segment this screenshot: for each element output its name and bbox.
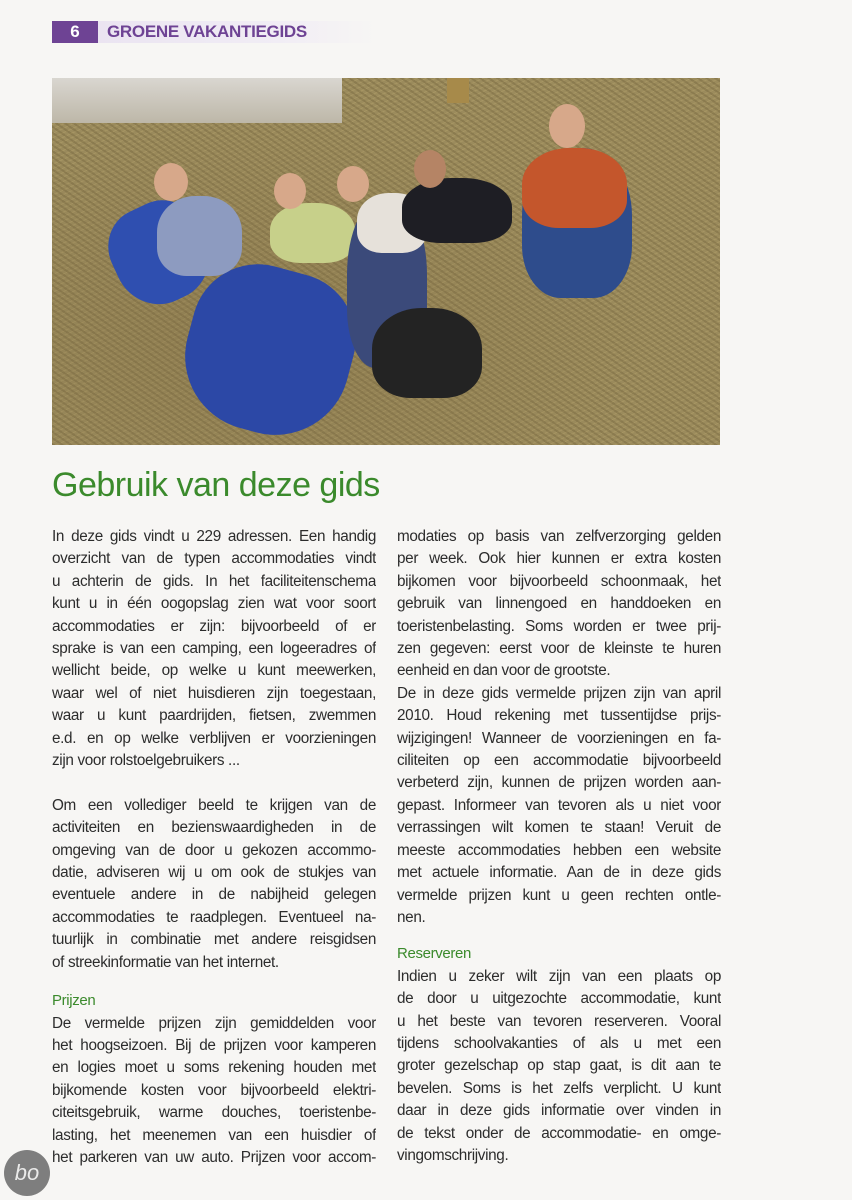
text-line: eventuele andere in de nabijheid gelegen bbox=[52, 886, 376, 904]
text-line: accommodaties er zijn: bijvoorbeeld of er bbox=[52, 617, 376, 635]
text-line: eenheid en dan voor de grootste. bbox=[397, 662, 611, 680]
text-line: daar in deze gids informatie over vinden in bbox=[397, 1102, 721, 1120]
text-line: citeitsgebruik, warme douches, toeristenbe- bbox=[52, 1104, 376, 1122]
photo-child-head bbox=[274, 173, 306, 209]
section-heading: Gebruik van deze gids bbox=[52, 466, 380, 504]
text-line: De in deze gids vermelde prijzen zijn van april bbox=[397, 684, 721, 702]
text-line: verbeterd zijn, kunnen de prijzen worden aan- bbox=[397, 774, 721, 792]
watermark-logo: bo bbox=[4, 1150, 50, 1196]
text-line: de door u uitgezochte accommodatie, kunt bbox=[397, 990, 721, 1008]
photo-child-head bbox=[549, 104, 585, 148]
paragraph-price-validity bbox=[397, 683, 721, 929]
photo-child bbox=[402, 178, 512, 243]
text-line: toeristenbelasting. Soms worden er twee prij- bbox=[397, 617, 721, 635]
photo-child bbox=[270, 203, 355, 263]
text-line: vingomschrijving. bbox=[397, 1146, 509, 1164]
text-line: tuurlijk in combinatie met andere reisgidsen bbox=[52, 931, 376, 949]
photo-child-head bbox=[337, 166, 369, 202]
text-line: ciliteiten op een accommodatie bijvoorbeeld bbox=[397, 752, 721, 770]
text-line: meeste accommodaties hebben een website bbox=[397, 841, 721, 859]
text-line: per week. Ook hier kunnen er extra kosten bbox=[397, 550, 721, 568]
photo-child bbox=[157, 196, 242, 276]
text-column-right bbox=[397, 526, 721, 1167]
text-line: het hoogseizoen. Bij de prijzen voor kamperen bbox=[52, 1036, 376, 1054]
photo-child-sweater bbox=[522, 148, 627, 228]
text-line: of streekinformatie van het internet. bbox=[52, 953, 279, 971]
running-header bbox=[52, 21, 377, 43]
text-line: de tekst onder de accommodatie- en omge- bbox=[397, 1124, 721, 1142]
paragraph-prices bbox=[52, 1013, 376, 1170]
paragraph-selfcatering-prices bbox=[397, 526, 721, 683]
text-line: groter gezelschap op stap gaat, is dit aan te bbox=[397, 1057, 721, 1075]
text-line: wellicht beide, op welke u kunt meewerken, bbox=[52, 662, 376, 680]
text-line: Indien u zeker wilt zijn van een plaats op bbox=[397, 967, 721, 985]
guide-title: GROENE VAKANTIEGIDS bbox=[107, 22, 307, 41]
text-line: accommodaties te raadplegen. Eventueel na- bbox=[52, 908, 376, 926]
photo-wall bbox=[52, 78, 342, 123]
text-line: gepast. Informeer van tevoren als u niet voor bbox=[397, 796, 721, 814]
text-line: wijzigingen! Wanneer de voorzieningen en fa- bbox=[397, 729, 721, 747]
text-line: waar u kunt paardrijden, fietsen, zwemmen bbox=[52, 707, 376, 725]
paragraph-reservations bbox=[397, 966, 721, 1168]
text-column-left bbox=[52, 526, 376, 1169]
paragraph-surroundings bbox=[52, 795, 376, 974]
subheading-prijzen: Prijzen bbox=[52, 992, 96, 1010]
text-line: kunt u in één oogopslag zien wat voor soort bbox=[52, 595, 376, 613]
photo-child-head bbox=[414, 150, 446, 188]
photo-child-head bbox=[154, 163, 188, 201]
text-line: In deze gids vindt u 229 adressen. Een handig bbox=[52, 528, 376, 545]
text-line: bevelen. Soms is het zelfs verplicht. U kunt bbox=[397, 1079, 721, 1097]
photo-backpack bbox=[372, 308, 482, 398]
text-line: datie, adviseren wij u om ook de stukjes van bbox=[52, 864, 376, 882]
text-line: vermelde prijzen kunt u geen rechten ontle- bbox=[397, 886, 721, 904]
photo-post bbox=[447, 78, 469, 103]
text-line: verrassingen wilt komen te staan! Veruit de bbox=[397, 819, 721, 837]
text-line: lasting, het meenemen van een huisdier of bbox=[52, 1126, 376, 1144]
text-line: waar wel of niet huisdieren zijn toegestaan, bbox=[52, 684, 376, 702]
page-number: 6 bbox=[52, 21, 98, 43]
text-line: met actuele informatie. Aan de in deze gids bbox=[397, 864, 721, 882]
text-line: zen gegeven: eerst voor de kleinste te huren bbox=[397, 640, 721, 658]
text-line: en logies moet u soms rekening houden met bbox=[52, 1059, 376, 1077]
subheading-reserveren: Reserveren bbox=[397, 945, 472, 963]
text-line: 2010. Houd rekening met tussentijdse prijs- bbox=[397, 707, 721, 725]
text-line: het parkeren van uw auto. Prijzen voor accom- bbox=[52, 1148, 376, 1166]
text-line: e.d. en op welke verblijven er voorzieningen bbox=[52, 729, 376, 747]
text-line: De vermelde prijzen zijn gemiddelden voor bbox=[52, 1014, 376, 1032]
text-line: Om een vollediger beeld te krijgen van de bbox=[52, 796, 376, 814]
text-line: modaties op basis van zelfverzorging gelden bbox=[397, 528, 721, 545]
text-line: tijdens schoolvakanties of als u met een bbox=[397, 1034, 721, 1052]
text-line: u het beste van tevoren reserveren. Vooral bbox=[397, 1012, 721, 1030]
paragraph-overview bbox=[52, 526, 376, 772]
text-line: sprake is van een camping, een logeeradres of bbox=[52, 640, 376, 658]
text-line: bijkomende kosten voor bijvoorbeeld elektri- bbox=[52, 1081, 376, 1099]
text-line: overzicht van de typen accommodaties vindt bbox=[52, 550, 376, 568]
text-line: bijkomen voor bijvoorbeeld schoonmaak, het bbox=[397, 572, 721, 590]
text-line: u achterin de gids. In het faciliteitenschema bbox=[52, 572, 376, 590]
text-line: gebruik van linnengoed en handdoeken en bbox=[397, 595, 721, 613]
text-line: omgeving van de door u gekozen accommo- bbox=[52, 841, 376, 859]
text-line: nen. bbox=[397, 908, 426, 926]
text-line: activiteiten en bezienswaardigheden in de bbox=[52, 819, 376, 837]
photo-children-in-hay bbox=[52, 78, 720, 445]
text-line: zijn voor rolstoelgebruikers ... bbox=[52, 752, 240, 770]
